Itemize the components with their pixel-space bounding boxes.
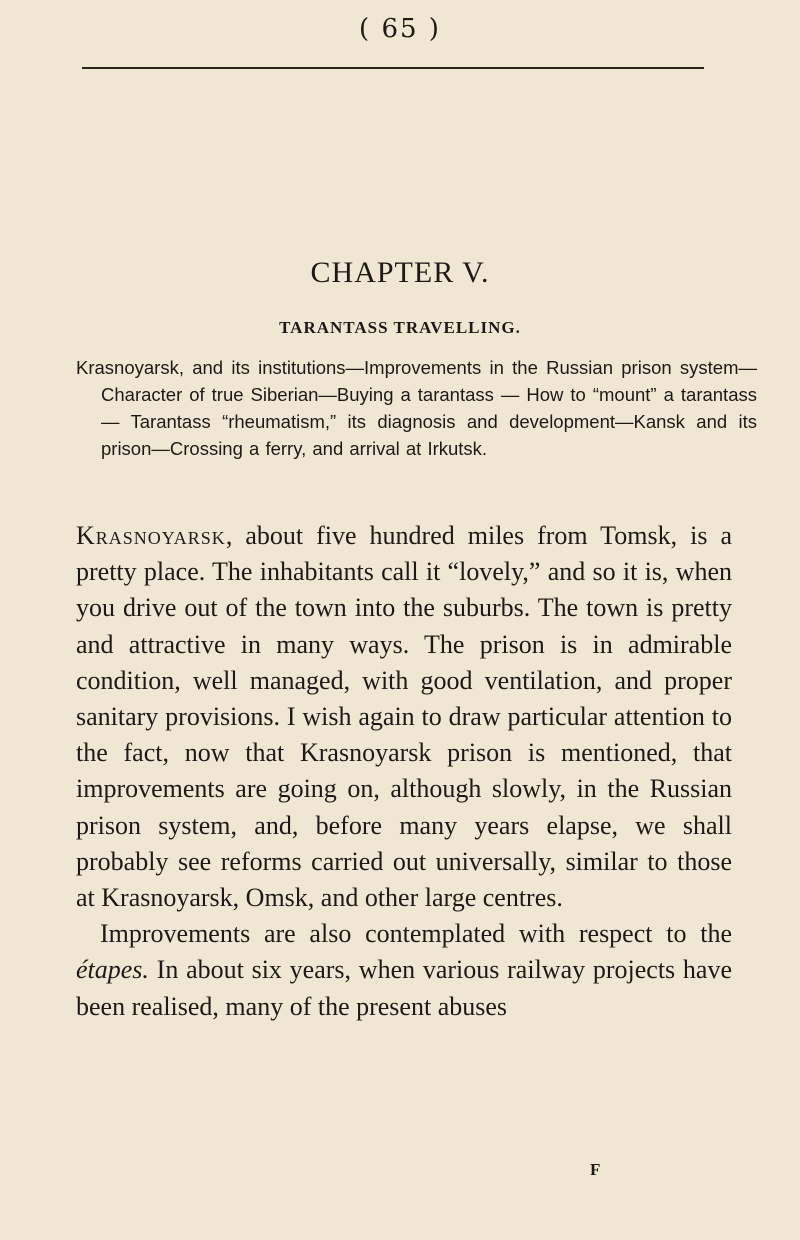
paragraph-2	[76, 916, 732, 1025]
paragraph-2-text: In about six years, when various railway projects have been realised, many of the present abuses	[76, 955, 732, 1021]
paragraph-1-text: , about five hundred miles from Tomsk, is a pretty place. The inhabitants call it “lovely,” and so it is, when you drive out of the town into the suburbs. The town is pretty and attractive in many ways. The prison is in admirable condition, well managed, with good ventilation, and proper sanitary provisions. I wish again to draw particular attention to the fact, now that Krasnoyarsk prison is mentioned, that improvements are going on, although slowly, in the Russian prison system, and, before many years elapse, we shall probably see reforms carried out universally, similar to those at Krasnoyarsk, Omsk, and other large centres.	[76, 521, 732, 913]
chapter-title: CHAPTER V.	[310, 256, 490, 289]
page-number: ( 65 )	[359, 14, 441, 44]
paragraph-1	[76, 518, 732, 916]
body-text	[76, 518, 732, 1025]
signature-mark: F	[590, 1160, 601, 1179]
paragraph-2-lead: Improvements are also contemplated with respect to the	[100, 919, 732, 949]
section-title: TARANTASS TRAVELLING.	[279, 318, 521, 337]
chapter-synopsis: Krasnoyarsk, and its institutions—Improvements in the Russian prison system—Character of true Siberian—Buying a tarantass — How to “mount” a tarantass — Tarantass “rheumatism,” its diagnosis and development—Kansk and its prison—Crossing a ferry, and arrival at Irkutsk.	[76, 357, 757, 459]
paragraph-1-first-word: Krasnoyarsk	[76, 521, 226, 550]
paragraph-2-emphasis: étapes.	[76, 955, 149, 985]
header-rule	[82, 67, 704, 69]
